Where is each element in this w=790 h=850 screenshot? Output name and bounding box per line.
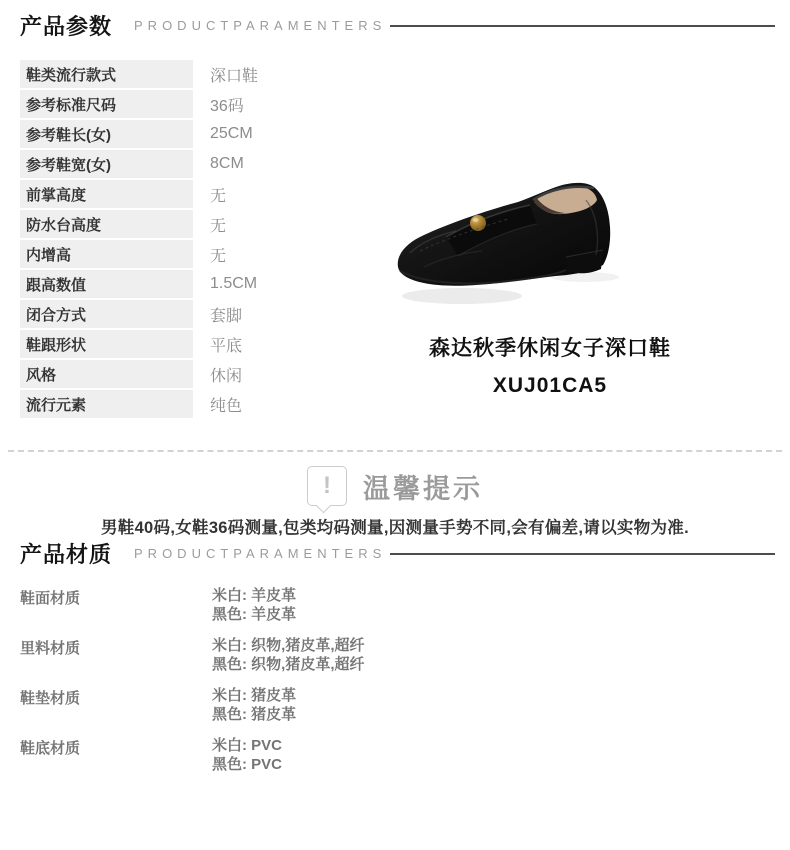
materials-section-title: 产品材质 bbox=[20, 542, 113, 567]
table-row bbox=[20, 240, 380, 268]
table-row bbox=[20, 120, 380, 148]
param-label: 防水台高度 bbox=[20, 210, 193, 238]
tips-note: 男鞋40码,女鞋36码测量,包类均码测量,因测量手势不同,会有偏差,请以实物为准. bbox=[100, 519, 689, 537]
param-value: 36码 bbox=[210, 97, 244, 115]
table-row bbox=[20, 60, 380, 88]
material-label: 鞋垫材质 bbox=[20, 690, 81, 707]
list-item bbox=[20, 736, 365, 774]
material-label: 里料材质 bbox=[20, 640, 81, 657]
exclamation-glyph: ! bbox=[323, 472, 331, 499]
param-label: 参考鞋长(女) bbox=[20, 120, 193, 148]
table-row bbox=[20, 150, 380, 178]
material-label: 鞋面材质 bbox=[20, 590, 81, 607]
product-name: 森达秋季休闲女子深口鞋 bbox=[429, 337, 671, 360]
product-showcase bbox=[390, 155, 710, 398]
header-rule-line bbox=[390, 553, 775, 555]
param-label: 流行元素 bbox=[20, 390, 193, 418]
param-value: 25CM bbox=[210, 125, 253, 142]
param-label: 跟高数值 bbox=[20, 270, 193, 298]
material-value-line: 米白: 猪皮革 bbox=[212, 687, 297, 704]
param-value: 平底 bbox=[210, 337, 243, 355]
param-label: 参考标准尺码 bbox=[20, 90, 193, 118]
materials-section-subtitle: PRODUCTPARAMENTERS bbox=[134, 546, 387, 561]
param-value: 无 bbox=[210, 247, 227, 265]
param-value: 纯色 bbox=[210, 397, 243, 415]
param-label: 鞋类流行款式 bbox=[20, 60, 193, 88]
tips-title: 温馨提示 bbox=[363, 474, 483, 504]
param-value: 休闲 bbox=[210, 367, 243, 385]
param-value: 无 bbox=[210, 217, 227, 235]
material-value-line: 米白: 织物,猪皮革,超纤 bbox=[212, 637, 365, 654]
table-row bbox=[20, 360, 380, 388]
list-item bbox=[20, 636, 365, 674]
material-value-line: 黑色: 猪皮革 bbox=[212, 706, 297, 723]
material-values bbox=[212, 586, 296, 624]
material-value-line: 米白: PVC bbox=[212, 737, 283, 754]
table-row bbox=[20, 90, 380, 118]
table-row bbox=[20, 270, 380, 298]
param-label: 闭合方式 bbox=[20, 300, 193, 328]
table-row bbox=[20, 390, 380, 418]
params-section-subtitle: PRODUCTPARAMENTERS bbox=[134, 18, 387, 33]
product-image bbox=[390, 155, 710, 330]
header-rule-line bbox=[390, 25, 775, 27]
material-value-line: 黑色: PVC bbox=[212, 756, 283, 773]
list-item bbox=[20, 686, 365, 724]
tips-section bbox=[8, 450, 782, 538]
materials-list bbox=[20, 586, 365, 786]
param-value: 8CM bbox=[210, 155, 244, 172]
table-row bbox=[20, 300, 380, 328]
material-value-line: 黑色: 织物,猪皮革,超纤 bbox=[212, 656, 365, 673]
material-value-line: 米白: 羊皮革 bbox=[212, 587, 297, 604]
parameter-table bbox=[20, 60, 380, 420]
table-row bbox=[20, 180, 380, 208]
param-value: 无 bbox=[210, 187, 227, 205]
table-row bbox=[20, 210, 380, 238]
param-value: 套脚 bbox=[210, 307, 243, 325]
material-value-line: 黑色: 羊皮革 bbox=[212, 606, 297, 623]
material-values bbox=[212, 636, 365, 674]
list-item bbox=[20, 586, 365, 624]
param-label: 风格 bbox=[20, 360, 193, 388]
exclamation-bubble-icon bbox=[307, 466, 347, 506]
material-values bbox=[212, 736, 282, 774]
param-label: 参考鞋宽(女) bbox=[20, 150, 193, 178]
material-label: 鞋底材质 bbox=[20, 740, 81, 757]
param-label: 鞋跟形状 bbox=[20, 330, 193, 358]
params-section-title: 产品参数 bbox=[20, 14, 113, 39]
param-label: 前掌高度 bbox=[20, 180, 193, 208]
materials-section-header bbox=[20, 538, 775, 569]
param-value: 1.5CM bbox=[210, 275, 258, 292]
material-values bbox=[212, 686, 296, 724]
tips-header bbox=[8, 466, 782, 510]
product-model-code: XUJ01CA5 bbox=[492, 374, 608, 397]
param-label: 内增高 bbox=[20, 240, 193, 268]
params-section-header bbox=[20, 10, 775, 41]
table-row bbox=[20, 330, 380, 358]
param-value: 深口鞋 bbox=[210, 67, 259, 85]
